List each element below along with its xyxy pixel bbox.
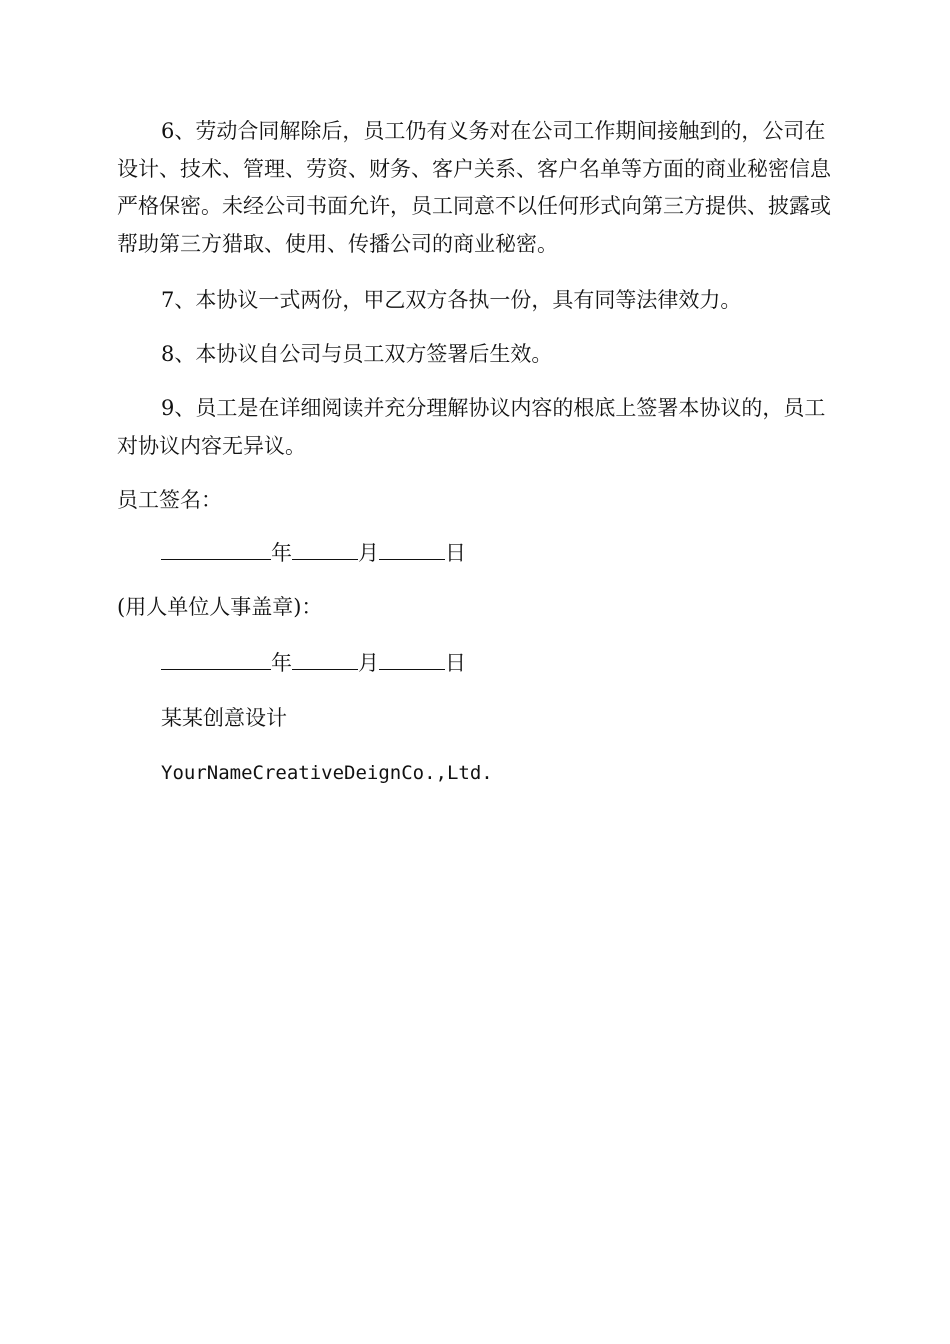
- day-blank: [379, 539, 445, 560]
- employee-signature-label: 员工签名：: [117, 488, 222, 512]
- company-name-cn: 某某创意设计: [161, 706, 287, 730]
- employer-date-line: [161, 648, 466, 678]
- company-name-en: YourNameCreativeDeignCo.,Ltd.: [161, 762, 493, 784]
- year-blank: [161, 649, 271, 670]
- month-blank: [292, 539, 358, 560]
- clause-7: 7、本协议一式两份，甲乙双方各执一份，具有同等法律效力。: [161, 288, 742, 312]
- employee-date-line: [161, 538, 466, 568]
- month-label: 月: [358, 651, 379, 675]
- year-label: 年: [271, 541, 292, 565]
- month-blank: [292, 649, 358, 670]
- employer-seal-label: (用人单位人事盖章)：: [117, 595, 323, 619]
- year-blank: [161, 539, 271, 560]
- month-label: 月: [358, 541, 379, 565]
- clause-6: 6、劳动合同解除后，员工仍有义务对在公司工作期间接触到的，公司在设计、技术、管理、劳资、财务、客户关系、客户名单等方面的商业秘密信息严格保密。未经公司书面允许，员工同意不以任何形式向第三方提供、披露或帮助第三方猎取、使用、传播公司的商业秘密。: [117, 119, 831, 256]
- clause-8: 8、本协议自公司与员工双方签署后生效。: [161, 342, 553, 366]
- day-label: 日: [445, 651, 466, 675]
- day-blank: [379, 649, 445, 670]
- day-label: 日: [445, 541, 466, 565]
- year-label: 年: [271, 651, 292, 675]
- clause-9: 9、员工是在详细阅读并充分理解协议内容的根底上签署本协议的，员工对协议内容无异议。: [117, 396, 826, 458]
